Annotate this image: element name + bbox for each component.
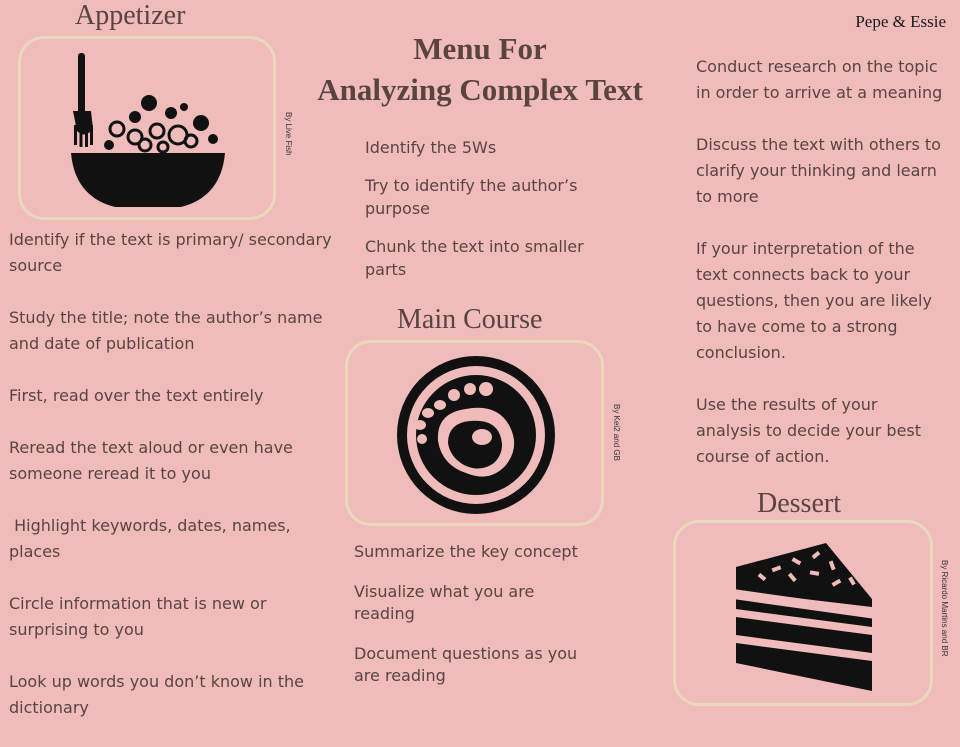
list-item: Document questions as you are reading	[354, 644, 578, 685]
list-item: Use the results of your analysis to decide your best course of action.	[696, 395, 922, 466]
title-line-1: Menu For	[413, 31, 547, 66]
main-course-list	[354, 541, 594, 705]
appetizer-list	[9, 227, 334, 747]
list-item: Circle information that is new or surprising to you	[9, 594, 267, 639]
cake-slice-icon	[676, 523, 930, 703]
dessert-image-frame	[673, 520, 933, 706]
list-item: Identify if the text is primary/ secondary source	[9, 230, 332, 275]
list-item: First, read over the text entirely	[9, 386, 264, 405]
list-item: Summarize the key concept	[354, 542, 578, 561]
appetizer-image-frame	[18, 36, 276, 220]
appetizer-credit: By Live Fish	[284, 112, 293, 156]
list-item: Reread the text aloud or even have someone reread it to you	[9, 438, 298, 483]
list-item: Discuss the text with others to clarify your thinking and learn to more	[696, 135, 941, 206]
steak-plate-icon	[348, 343, 601, 523]
list-item: If your interpretation of the text connects back to your questions, then you are likely to have come to a strong conclusion.	[696, 239, 932, 362]
list-item: Study the title; note the author’s name and date of publication	[9, 308, 323, 353]
main-course-image-frame	[345, 340, 604, 526]
list-item: Identify the 5Ws	[365, 138, 497, 157]
dessert-heading: Dessert	[757, 488, 841, 519]
list-item: Try to identify the author’s purpose	[365, 176, 578, 218]
main-course-credit: By Kei2 and GB	[612, 404, 621, 461]
page-title	[270, 28, 690, 110]
list-item: Chunk the text into smaller parts	[365, 237, 584, 279]
list-item: Visualize what you are reading	[354, 582, 535, 623]
title-line-2: Analyzing Complex Text	[317, 72, 643, 107]
cereal-bowl-fork-icon	[21, 39, 273, 217]
right-list	[696, 54, 946, 496]
main-course-heading: Main Course	[397, 304, 543, 335]
brand-label: Pepe & Essie	[855, 12, 946, 31]
list-item: Look up words you don’t know in the dictionary	[9, 672, 305, 717]
list-item: Conduct research on the topic in order to arrive at a meaning	[696, 57, 943, 102]
middle-list	[365, 136, 605, 296]
dessert-credit: By Ricardo Martins and BR	[940, 560, 949, 657]
list-item: Highlight keywords, dates, names, places	[9, 516, 296, 561]
appetizer-heading: Appetizer	[75, 0, 186, 31]
